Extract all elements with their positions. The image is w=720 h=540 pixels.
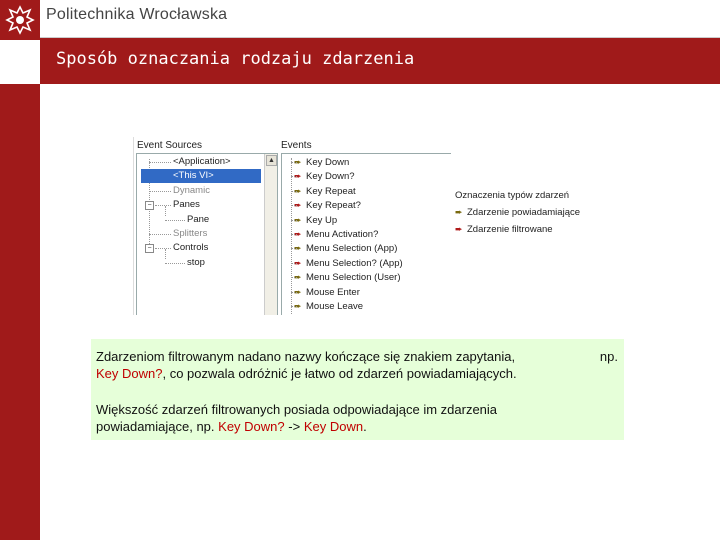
filter-arrow-icon: ➨	[294, 257, 302, 268]
tree-connector	[165, 263, 185, 264]
event-label: Key Down	[306, 157, 350, 168]
filter-arrow-icon: ➨	[294, 200, 302, 211]
notify-arrow-icon: ➨	[294, 272, 302, 283]
tree-connector	[149, 191, 171, 192]
tree-connector	[149, 162, 171, 163]
collapse-panes-icon[interactable]: −	[145, 201, 154, 210]
source-application[interactable]: <Application>	[173, 156, 231, 167]
event-item[interactable]	[286, 241, 397, 255]
event-label: Menu Selection (User)	[306, 272, 401, 284]
filter-arrow-icon: ➨	[294, 229, 302, 239]
tree-connector	[165, 220, 185, 221]
event-label: Mouse Leave	[306, 301, 364, 312]
source-stop[interactable]: stop	[187, 257, 205, 268]
legend-notify-label: Zdarzenie powiadamiające	[467, 207, 581, 218]
tree-connector	[291, 292, 297, 293]
event-label: Menu Selection? (App)	[306, 257, 403, 269]
note-highlight: Key Down?	[96, 366, 163, 381]
tree-connector	[291, 248, 297, 249]
events-list	[281, 153, 451, 315]
tree-connector	[155, 248, 171, 249]
event-sources-list	[136, 153, 278, 315]
source-dynamic[interactable]: Dynamic	[173, 185, 210, 196]
event-dialog-screenshot	[133, 137, 451, 315]
event-label: Key Up	[306, 214, 338, 226]
legend-title: Oznaczenia typów zdarzeń	[455, 190, 570, 201]
filter-arrow-icon: ➨	[455, 224, 463, 234]
eagle-emblem-icon	[4, 4, 36, 36]
tree-connector	[291, 191, 297, 192]
tree-connector	[291, 263, 297, 264]
source-panes[interactable]: Panes	[173, 199, 200, 210]
event-item[interactable]	[286, 155, 349, 169]
university-name: Politechnika Wrocławska	[46, 6, 228, 23]
event-item[interactable]	[286, 270, 401, 284]
event-type-legend	[455, 187, 580, 238]
filter-arrow-icon: ➨	[294, 171, 302, 182]
notify-arrow-icon: ➨	[294, 301, 302, 311]
note-np: np.	[599, 349, 618, 364]
notify-arrow-icon: ➨	[455, 207, 463, 217]
events-label: Events	[281, 140, 312, 151]
event-item[interactable]	[286, 213, 337, 227]
tree-connector	[291, 176, 297, 177]
tree-connector	[291, 277, 297, 278]
note-line-3	[96, 401, 497, 418]
event-item[interactable]	[286, 169, 355, 183]
tree-connector	[291, 205, 297, 206]
source-splitters[interactable]: Splitters	[173, 228, 208, 239]
tree-connector	[291, 220, 297, 221]
note-line-1	[96, 348, 515, 365]
note-highlight: Key Down	[303, 419, 364, 434]
event-label: Menu Activation?	[306, 229, 379, 240]
source-pane[interactable]: Pane	[187, 214, 210, 225]
notify-arrow-icon: ➨	[294, 214, 302, 225]
notify-arrow-icon: ➨	[294, 243, 302, 254]
note-line-4	[96, 418, 367, 435]
notify-arrow-icon: ➨	[294, 185, 302, 196]
note-text: Większość zdarzeń filtrowanych posiada odpowiadające im zdarzenia	[96, 402, 498, 417]
note-text: Zdarzeniom filtrowanym nadano nazwy kończące się znakiem zapytania,	[96, 349, 516, 364]
source-this-vi[interactable]: <This VI>	[141, 169, 261, 183]
event-item[interactable]	[286, 285, 360, 299]
note-arrow: ->	[288, 419, 301, 434]
scroll-up-icon[interactable]: ▲	[266, 155, 277, 166]
event-label: Key Repeat	[306, 185, 356, 197]
event-sources-label: Event Sources	[137, 140, 203, 151]
sources-scrollbar[interactable]	[264, 154, 277, 315]
event-item[interactable]	[286, 227, 378, 241]
event-label: Key Down?	[306, 171, 355, 183]
slide-title: Sposób oznaczania rodzaju zdarzenia	[56, 49, 415, 69]
tree-connector	[291, 234, 297, 235]
event-item[interactable]	[286, 184, 356, 198]
university-logo	[0, 0, 40, 40]
event-item[interactable]	[286, 299, 363, 313]
tree-connector	[165, 206, 166, 216]
tree-connector	[165, 249, 166, 259]
side-bar	[0, 84, 40, 540]
legend-filter	[455, 221, 580, 238]
note-text: powiadamiające, np.	[96, 419, 215, 434]
note-line-2	[96, 365, 517, 382]
notify-arrow-icon: ➨	[294, 157, 302, 167]
event-item[interactable]	[286, 256, 403, 270]
event-label: Mouse Enter	[306, 286, 360, 298]
title-bar	[40, 38, 720, 84]
note-highlight: Key Down?	[218, 419, 285, 434]
legend-notify	[455, 204, 580, 221]
event-label: Menu Selection (App)	[306, 243, 398, 255]
event-label: Key Repeat?	[306, 200, 361, 212]
notify-arrow-icon: ➨	[294, 286, 302, 297]
note-text: .	[363, 419, 367, 434]
tree-connector	[149, 234, 171, 235]
event-item[interactable]	[286, 198, 361, 212]
tree-connector	[291, 306, 297, 307]
tree-connector	[155, 205, 171, 206]
legend-filter-label: Zdarzenie filtrowane	[467, 224, 553, 235]
note-text: , co pozwala odróżnić je łatwo od zdarzeń powiadamiających.	[162, 366, 517, 381]
explanation-box	[91, 339, 624, 440]
tree-connector	[291, 162, 297, 163]
collapse-controls-icon[interactable]: −	[145, 244, 154, 253]
source-controls[interactable]: Controls	[173, 242, 209, 253]
